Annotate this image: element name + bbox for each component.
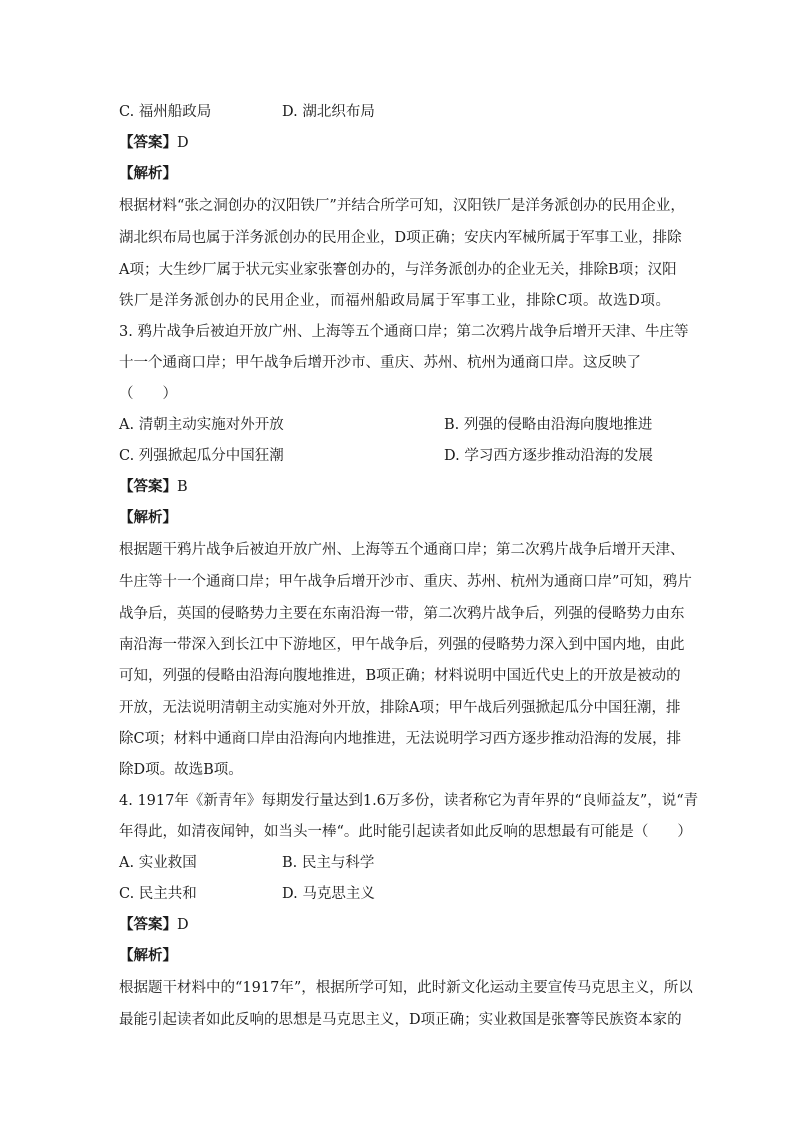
q2-option-d: D. 湖北织布局 (282, 104, 375, 120)
q4-options-cd (119, 884, 375, 904)
q3-option-a: A. 清朝主动实施对外开放 (119, 417, 284, 433)
q4-answer-value: D (177, 917, 189, 933)
q4-option-c: C. 民主共和 (119, 886, 197, 902)
q3-analysis-line: 牛庄等十一个通商口岸；甲午战争后增开沙市、重庆、苏州、杭州为通商口岸”可知，鸦片 (119, 574, 692, 590)
q3-option-d: D. 学习西方逐步推动沿海的发展 (444, 448, 653, 464)
q3-option-b: B. 列强的侵略由沿海向腹地推进 (444, 417, 653, 433)
q3-analysis-line: 战争后，英国的侵略势力主要在东南沿海一带，第二次鸦片战争后，列强的侵略势力由东 (119, 606, 685, 622)
q2-analysis-line: 铁厂是洋务派创办的民用企业，而福州船政局属于军事工业，排除C项。故选D项。 (119, 293, 670, 309)
q4-option-d: D. 马克思主义 (282, 886, 375, 902)
q4-answer-label: 【答案】 (119, 916, 177, 933)
q3-stem-line: 十一个通商口岸；甲午战争后增开沙市、重庆、苏州、杭州为通商口岸。这反映了 (119, 355, 641, 371)
q4-option-b: B. 民主与科学 (282, 855, 375, 871)
q4-analysis-line: 根据题干材料中的“1917年”，根据所学可知，此时新文化运动主要宣传马克思主义，所以 (119, 980, 693, 996)
q2-analysis-line: 根据材料“张之洞创办的汉阳铁厂”并结合所学可知，汉阳铁厂是洋务派创办的民用企业， (119, 198, 685, 214)
q2-answer-label: 【答案】 (119, 134, 177, 151)
q3-answer-value: B (177, 479, 188, 495)
q2-analysis-line: 湖北织布局也属于洋务派创办的民用企业，D项正确；安庆内军械所属于军事工业，排除 (119, 230, 682, 246)
q3-stem-line: （ ） (119, 386, 177, 402)
q2-analysis-line: A项；大生纱厂属于状元实业家张謇创办的，与洋务派创办的企业无关，排除B项；汉阳 (119, 262, 677, 278)
q3-analysis-line: 除C项；材料中通商口岸由沿海向内地推进，无法说明学习西方逐步推动沿海的发展，排 (119, 731, 682, 747)
q4-answer (119, 915, 189, 935)
q3-answer (119, 477, 188, 497)
q3-options-ab (119, 415, 652, 435)
q4-option-a: A. 实业救国 (119, 855, 197, 871)
q3-analysis-line: 根据题干鸦片战争后被迫开放广州、上海等五个通商口岸；第二次鸦片战争后增开天津、 (119, 542, 685, 558)
q4-stem-line: 年得此，如清夜闻钟，如当头一棒“。此时能引起读者如此反响的思想最有可能是（ ） (119, 824, 692, 840)
q4-analysis-line: 最能引起读者如此反响的思想是马克思主义，D项正确；实业救国是张謇等民族资本家的 (119, 1012, 682, 1028)
q2-answer (119, 133, 189, 153)
q3-analysis-line: 可知，列强的侵略由沿海向腹地推进，B项正确；材料说明中国近代史上的开放是被动的 (119, 668, 681, 684)
q2-analysis-label: 【解析】 (119, 165, 177, 182)
q2-answer-value: D (177, 135, 189, 151)
q4-stem-line: 4. 1917年《新青年》每期发行量达到1.6万多份，读者称它为青年界的“良师益友”，说“青 (119, 793, 699, 809)
q3-analysis-line: 除D项。故选B项。 (119, 762, 243, 778)
q3-option-c: C. 列强掀起瓜分中国狂潮 (119, 448, 284, 464)
q3-analysis-line: 开放，无法说明清朝主动实施对外开放，排除A项；甲午战后列强掀起瓜分中国狂潮，排 (119, 700, 681, 716)
q2-options-cd (119, 102, 375, 122)
q3-options-cd (119, 446, 653, 466)
q4-analysis-label: 【解析】 (119, 947, 177, 964)
q2-option-c: C. 福州船政局 (119, 104, 212, 120)
q3-analysis-line: 南沿海一带深入到长江中下游地区，甲午战争后，列强的侵略势力深入到中国内地，由此 (119, 637, 685, 653)
q4-options-ab (119, 853, 374, 873)
q3-stem-line: 3. 鸦片战争后被迫开放广州、上海等五个通商口岸；第二次鸦片战争后增开天津、牛庄等 (119, 324, 689, 340)
q3-answer-label: 【答案】 (119, 478, 177, 495)
q3-analysis-label: 【解析】 (119, 509, 177, 526)
